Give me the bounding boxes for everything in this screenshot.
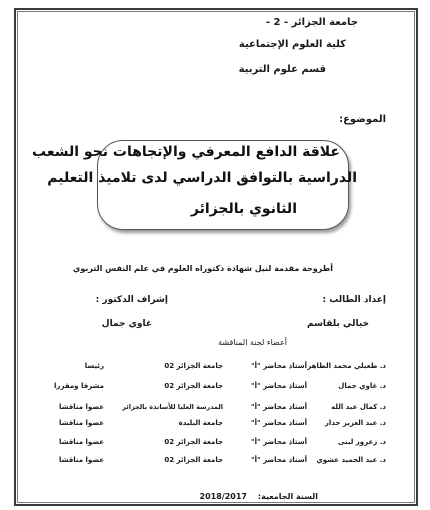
committee-member-rank: أستاذ محاضر "أ" [250, 403, 307, 411]
student-name: خيالي بلقاسم [307, 319, 369, 329]
committee-title: أعضاء لجنة المناقشة [218, 338, 287, 347]
committee-member-role: عضوا مناقشا [58, 419, 104, 427]
thesis-title-line-2: الدراسية بالتوافق الدراسي لدى تلاميذ التعليم [47, 170, 357, 186]
committee-member-name: د. طعبلي محمد الطاهر [307, 362, 386, 370]
committee-member-name: د. زعرور لبنى [337, 438, 386, 446]
committee-member-institution: المدرسة العليا للأساتذة بالجزائر [122, 403, 223, 411]
committee-member-role: مشرفا ومقررا [54, 382, 104, 390]
committee-member-role: عضوا مناقشا [58, 403, 104, 411]
committee-member-institution: جامعة الجزائر 02 [164, 456, 223, 464]
student-label: إعداد الطالب : [322, 295, 386, 305]
committee-member-institution: جامعة الجزائر 02 [164, 382, 223, 390]
thesis-statement: أطروحة مقدمة لنيل شهادة دكتوراه العلوم في علم النفس التربوي [73, 264, 333, 273]
committee-member-rank: أستاذ محاضر "أ" [250, 438, 307, 446]
supervisor-label: إشراف الدكتور : [95, 295, 168, 305]
supervisor-name: غاوي جمال [101, 319, 152, 329]
committee-member-role: رئيسا [84, 362, 104, 370]
academic-year-value: 2018/2017 [199, 492, 247, 501]
page-border-inner [17, 11, 415, 503]
committee-member-institution: جامعة الجزائر 02 [164, 438, 223, 446]
committee-member-role: عضوا مناقشا [58, 438, 104, 446]
committee-member-institution: جامعة البليدة [178, 419, 223, 427]
committee-member-name: د. عبد الحميد عشوي [316, 456, 386, 464]
committee-member-role: عضوا مناقشا [58, 456, 104, 464]
thesis-title-line-3: الثانوي بالجزائر [190, 201, 297, 217]
committee-member-rank: أستاذ محاضر "أ" [250, 419, 307, 427]
committee-member-rank: أستاذ محاضر "أ" [250, 456, 307, 464]
department-name: قسم علوم التربية [238, 64, 326, 75]
committee-member-name: د. غاوي جمال [338, 382, 386, 390]
faculty-name: كلية العلوم الإجتماعية [238, 39, 346, 50]
subject-label: الموضوع: [339, 114, 386, 125]
committee-member-rank: أستاذ محاضر "أ" [250, 382, 307, 390]
university-name: جامعة الجزائر - 2 - [265, 17, 358, 28]
thesis-title-line-1: علاقة الدافع المعرفي والإتجاهات نحو الشعب [32, 144, 340, 160]
committee-member-name: د. عبد العزيز حدار [324, 419, 386, 427]
committee-member-rank: أستاذ محاضر "أ" [250, 362, 307, 370]
committee-member-institution: جامعة الجزائر 02 [164, 362, 223, 370]
academic-year-label: السنة الجامعية: [257, 492, 318, 501]
committee-member-name: د. كمال عبد الله [331, 403, 386, 411]
